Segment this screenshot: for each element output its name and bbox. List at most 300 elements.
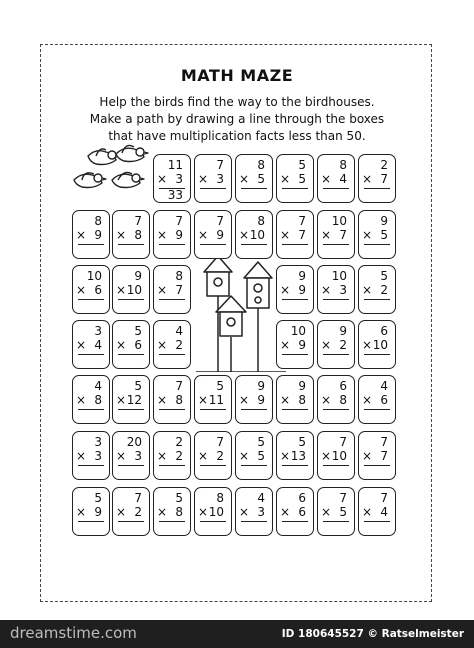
factor-bottom <box>116 393 142 407</box>
factor-bottom <box>362 338 388 352</box>
factor-top: 9 <box>134 269 142 283</box>
factor-value: 3 <box>134 449 142 463</box>
times-sign: × <box>239 228 250 242</box>
answer-line <box>78 244 104 245</box>
answer-line <box>200 465 226 466</box>
times-sign: × <box>76 338 87 352</box>
factor-bottom <box>362 449 388 463</box>
factor-bottom <box>116 228 142 242</box>
maze-box[interactable] <box>358 431 396 480</box>
factor-top: 7 <box>339 491 347 505</box>
maze-box[interactable] <box>153 487 191 536</box>
answer-line <box>282 299 308 300</box>
maze-box[interactable] <box>235 431 273 480</box>
times-sign: × <box>157 449 168 463</box>
maze-box[interactable] <box>72 210 110 259</box>
answer-line <box>282 244 308 245</box>
answer-line <box>241 465 267 466</box>
answer-line <box>159 299 185 300</box>
times-sign: × <box>321 228 332 242</box>
maze-box[interactable] <box>194 375 232 424</box>
factor-top: 5 <box>380 269 388 283</box>
footer-bar <box>0 620 474 648</box>
maze-box[interactable] <box>276 210 314 259</box>
maze-grid <box>72 154 410 574</box>
times-sign: × <box>239 393 250 407</box>
maze-box[interactable] <box>112 375 150 424</box>
factor-bottom <box>116 338 142 352</box>
factor-bottom <box>157 505 183 519</box>
factor-value: 3 <box>216 172 224 186</box>
factor-top: 4 <box>175 324 183 338</box>
times-sign: × <box>116 393 127 407</box>
maze-box[interactable] <box>276 375 314 424</box>
times-sign: × <box>116 228 127 242</box>
maze-box[interactable] <box>194 210 232 259</box>
factor-value: 2 <box>134 505 142 519</box>
maze-box[interactable] <box>235 154 273 203</box>
times-sign: × <box>362 172 373 186</box>
times-sign: × <box>76 283 87 297</box>
maze-box[interactable] <box>72 431 110 480</box>
factor-bottom <box>321 505 347 519</box>
maze-box[interactable] <box>235 487 273 536</box>
maze-box[interactable] <box>153 154 191 203</box>
maze-box[interactable] <box>112 487 150 536</box>
factor-top: 10 <box>331 269 347 283</box>
times-sign: × <box>76 449 87 463</box>
factor-value: 7 <box>339 228 347 242</box>
maze-box[interactable] <box>358 487 396 536</box>
maze-box[interactable] <box>358 210 396 259</box>
times-sign: × <box>157 393 168 407</box>
factor-value: 7 <box>175 283 183 297</box>
maze-box[interactable] <box>358 375 396 424</box>
factor-top: 8 <box>339 158 347 172</box>
factor-top: 10 <box>290 324 306 338</box>
factor-top: 20 <box>126 435 142 449</box>
factor-bottom <box>280 449 306 463</box>
maze-box[interactable] <box>112 210 150 259</box>
maze-box[interactable] <box>72 320 110 369</box>
maze-box[interactable] <box>317 154 355 203</box>
factor-top: 6 <box>380 324 388 338</box>
factor-top: 10 <box>86 269 102 283</box>
times-sign: × <box>280 449 291 463</box>
factor-top: 7 <box>339 435 347 449</box>
times-sign: × <box>321 172 332 186</box>
times-sign: × <box>198 393 209 407</box>
factor-top: 7 <box>216 158 224 172</box>
factor-value: 2 <box>216 449 224 463</box>
factor-value: 2 <box>175 449 183 463</box>
factor-bottom <box>76 283 102 297</box>
answer-line <box>282 354 308 355</box>
maze-box[interactable] <box>276 431 314 480</box>
maze-box[interactable] <box>317 210 355 259</box>
answer-line <box>364 354 390 355</box>
factor-bottom <box>157 228 183 242</box>
factor-bottom <box>198 393 224 407</box>
factor-top: 4 <box>94 379 102 393</box>
factor-bottom <box>76 393 102 407</box>
factor-top: 6 <box>339 379 347 393</box>
factor-bottom <box>362 505 388 519</box>
factor-top: 8 <box>216 491 224 505</box>
factor-value: 7 <box>380 449 388 463</box>
factor-top: 7 <box>380 435 388 449</box>
factor-value: 8 <box>298 393 306 407</box>
factor-value: 2 <box>339 338 347 352</box>
factor-top: 5 <box>94 491 102 505</box>
times-sign: × <box>116 283 127 297</box>
maze-box[interactable] <box>194 487 232 536</box>
maze-box[interactable] <box>358 154 396 203</box>
factor-value: 9 <box>216 228 224 242</box>
maze-box[interactable] <box>317 431 355 480</box>
answer-line <box>200 188 226 189</box>
factor-top: 10 <box>331 214 347 228</box>
factor-value: 9 <box>94 228 102 242</box>
page-title: MATH MAZE <box>180 66 294 85</box>
factor-bottom <box>362 228 388 242</box>
factor-bottom <box>321 338 347 352</box>
answer-line <box>323 244 349 245</box>
answer-line <box>323 354 349 355</box>
times-sign: × <box>321 449 332 463</box>
answer-line <box>78 521 104 522</box>
factor-bottom <box>280 228 306 242</box>
maze-box[interactable] <box>276 265 314 314</box>
factor-value: 4 <box>339 172 347 186</box>
instruction-line-2: Make a path by drawing a line through the boxes <box>89 112 385 126</box>
times-sign: × <box>239 505 250 519</box>
answer-line <box>78 409 104 410</box>
maze-box[interactable] <box>72 265 110 314</box>
times-sign: × <box>116 505 127 519</box>
answer-line <box>364 299 390 300</box>
factor-top: 7 <box>134 214 142 228</box>
factor-value: 10 <box>331 449 347 463</box>
times-sign: × <box>362 338 373 352</box>
factor-value: 6 <box>134 338 142 352</box>
times-sign: × <box>280 228 291 242</box>
factor-top: 5 <box>216 379 224 393</box>
factor-top: 7 <box>134 491 142 505</box>
times-sign: × <box>116 338 127 352</box>
factor-value: 5 <box>257 449 265 463</box>
answer-line <box>118 244 144 245</box>
times-sign: × <box>362 449 373 463</box>
factor-bottom <box>321 228 347 242</box>
maze-box[interactable] <box>317 320 355 369</box>
factor-value: 8 <box>134 228 142 242</box>
factor-bottom <box>198 505 224 519</box>
factor-value: 9 <box>175 228 183 242</box>
factor-bottom <box>198 228 224 242</box>
factor-bottom <box>198 449 224 463</box>
answer-line <box>282 409 308 410</box>
factor-value: 2 <box>380 283 388 297</box>
maze-box[interactable] <box>72 487 110 536</box>
factor-top: 9 <box>298 269 306 283</box>
answer-line <box>159 521 185 522</box>
answer-value: 33 <box>167 188 183 202</box>
maze-box[interactable] <box>235 210 273 259</box>
factor-bottom <box>116 449 142 463</box>
times-sign: × <box>362 505 373 519</box>
factor-value: 6 <box>298 505 306 519</box>
answer-line <box>282 465 308 466</box>
times-sign: × <box>157 228 168 242</box>
factor-bottom <box>239 505 265 519</box>
answer-line <box>159 354 185 355</box>
factor-value: 10 <box>208 505 224 519</box>
answer-line <box>323 521 349 522</box>
answer-line <box>118 465 144 466</box>
factor-value: 7 <box>298 228 306 242</box>
factor-bottom <box>76 338 102 352</box>
factor-top: 5 <box>134 324 142 338</box>
times-sign: × <box>280 172 291 186</box>
factor-value: 4 <box>94 338 102 352</box>
times-sign: × <box>198 449 209 463</box>
factor-bottom <box>157 283 183 297</box>
maze-box[interactable] <box>358 265 396 314</box>
answer-line <box>323 409 349 410</box>
factor-top: 9 <box>298 379 306 393</box>
factor-top: 8 <box>175 269 183 283</box>
factor-bottom <box>198 172 224 186</box>
factor-top: 4 <box>380 379 388 393</box>
factor-bottom <box>157 338 183 352</box>
times-sign: × <box>362 283 373 297</box>
answer-line <box>364 244 390 245</box>
factor-top: 8 <box>257 214 265 228</box>
factor-value: 8 <box>94 393 102 407</box>
factor-value: 13 <box>290 449 306 463</box>
times-sign: × <box>157 338 168 352</box>
maze-box[interactable] <box>72 375 110 424</box>
factor-bottom <box>280 393 306 407</box>
factor-value: 9 <box>257 393 265 407</box>
factor-value: 9 <box>298 338 306 352</box>
maze-box[interactable] <box>112 320 150 369</box>
factor-value: 2 <box>175 338 183 352</box>
answer-line <box>118 521 144 522</box>
factor-value: 12 <box>126 393 142 407</box>
times-sign: × <box>76 228 87 242</box>
times-sign: × <box>157 283 168 297</box>
answer-line <box>282 188 308 189</box>
factor-top: 9 <box>257 379 265 393</box>
factor-top: 5 <box>257 435 265 449</box>
instruction-line-3: that have multiplication facts less than 50. <box>108 129 366 143</box>
maze-box[interactable] <box>153 210 191 259</box>
factor-top: 2 <box>175 435 183 449</box>
factor-bottom <box>116 505 142 519</box>
times-sign: × <box>321 393 332 407</box>
maze-box[interactable] <box>112 265 150 314</box>
factor-value: 3 <box>94 449 102 463</box>
times-sign: × <box>362 228 373 242</box>
factor-top: 7 <box>175 379 183 393</box>
factor-value: 9 <box>298 283 306 297</box>
times-sign: × <box>280 338 291 352</box>
times-sign: × <box>321 283 332 297</box>
factor-top: 2 <box>380 158 388 172</box>
maze-box[interactable] <box>358 320 396 369</box>
footer-logo[interactable]: dreamstime.com <box>10 624 137 642</box>
factor-bottom <box>362 393 388 407</box>
factor-bottom <box>157 393 183 407</box>
answer-line <box>364 521 390 522</box>
factor-bottom <box>239 228 265 242</box>
factor-bottom <box>321 449 347 463</box>
factor-top: 7 <box>380 491 388 505</box>
answer-line <box>118 299 144 300</box>
times-sign: × <box>76 505 87 519</box>
times-sign: × <box>239 172 250 186</box>
maze-box[interactable] <box>112 431 150 480</box>
factor-value: 3 <box>339 283 347 297</box>
times-sign: × <box>116 449 127 463</box>
times-sign: × <box>198 505 209 519</box>
maze-box[interactable] <box>276 487 314 536</box>
answer-line <box>241 244 267 245</box>
times-sign: × <box>321 505 332 519</box>
factor-bottom <box>239 172 265 186</box>
factor-top: 5 <box>134 379 142 393</box>
factor-top: 5 <box>175 491 183 505</box>
maze-box[interactable] <box>317 265 355 314</box>
answer-line <box>159 244 185 245</box>
factor-bottom <box>280 172 306 186</box>
answer-line <box>364 188 390 189</box>
factor-value: 4 <box>380 505 388 519</box>
answer-line <box>200 521 226 522</box>
factor-value: 10 <box>249 228 265 242</box>
answer-line <box>78 354 104 355</box>
times-sign: × <box>239 449 250 463</box>
answer-line <box>200 409 226 410</box>
answer-line <box>200 244 226 245</box>
factor-value: 5 <box>339 505 347 519</box>
factor-value: 11 <box>208 393 224 407</box>
factor-top: 5 <box>298 435 306 449</box>
factor-bottom <box>76 228 102 242</box>
factor-top: 6 <box>298 491 306 505</box>
factor-top: 9 <box>380 214 388 228</box>
answer-line <box>118 409 144 410</box>
factor-bottom <box>157 172 183 186</box>
maze-box[interactable] <box>194 431 232 480</box>
factor-value: 5 <box>257 172 265 186</box>
factor-top: 8 <box>257 158 265 172</box>
factor-value: 8 <box>339 393 347 407</box>
factor-value: 10 <box>372 338 388 352</box>
maze-box[interactable] <box>317 487 355 536</box>
factor-top: 7 <box>216 214 224 228</box>
factor-top: 7 <box>216 435 224 449</box>
times-sign: × <box>280 393 291 407</box>
maze-box[interactable] <box>276 154 314 203</box>
factor-top: 8 <box>94 214 102 228</box>
factor-top: 3 <box>94 324 102 338</box>
factor-top: 7 <box>175 214 183 228</box>
maze-box[interactable] <box>235 375 273 424</box>
answer-line <box>241 188 267 189</box>
factor-value: 3 <box>257 505 265 519</box>
factor-bottom <box>321 393 347 407</box>
factor-bottom <box>280 505 306 519</box>
factor-bottom <box>321 172 347 186</box>
factor-value: 5 <box>298 172 306 186</box>
answer-line <box>282 521 308 522</box>
maze-box[interactable] <box>194 154 232 203</box>
factor-value: 7 <box>380 172 388 186</box>
answer-line <box>241 521 267 522</box>
times-sign: × <box>157 172 168 186</box>
factor-top: 5 <box>298 158 306 172</box>
factor-top: 3 <box>94 435 102 449</box>
factor-top: 9 <box>339 324 347 338</box>
factor-value: 5 <box>380 228 388 242</box>
answer-line <box>323 465 349 466</box>
factor-top: 4 <box>257 491 265 505</box>
maze-box[interactable] <box>153 375 191 424</box>
factor-bottom <box>280 283 306 297</box>
answer-line <box>159 409 185 410</box>
answer-line <box>159 465 185 466</box>
answer-line <box>78 465 104 466</box>
answer-line <box>364 465 390 466</box>
factor-bottom <box>362 172 388 186</box>
answer-line <box>323 188 349 189</box>
answer-line <box>78 299 104 300</box>
factor-value: 8 <box>175 505 183 519</box>
answer-line <box>118 354 144 355</box>
factor-bottom <box>321 283 347 297</box>
times-sign: × <box>76 393 87 407</box>
footer-image-id: ID 180645527 © Ratselmeister <box>281 628 464 640</box>
times-sign: × <box>280 283 291 297</box>
times-sign: × <box>362 393 373 407</box>
factor-value: 10 <box>126 283 142 297</box>
times-sign: × <box>198 228 209 242</box>
factor-value: 6 <box>380 393 388 407</box>
answer-line <box>364 409 390 410</box>
factor-top: 11 <box>167 158 183 172</box>
maze-box[interactable] <box>153 265 191 314</box>
times-sign: × <box>321 338 332 352</box>
factor-bottom <box>157 449 183 463</box>
times-sign: × <box>280 505 291 519</box>
factor-bottom <box>239 393 265 407</box>
factor-bottom <box>76 449 102 463</box>
times-sign: × <box>198 172 209 186</box>
factor-bottom <box>239 449 265 463</box>
factor-bottom <box>116 283 142 297</box>
factor-bottom <box>362 283 388 297</box>
instruction-line-1: Help the birds find the way to the birdhouses. <box>99 95 375 109</box>
factor-value: 6 <box>94 283 102 297</box>
answer-line <box>241 409 267 410</box>
maze-box[interactable] <box>153 431 191 480</box>
maze-box[interactable] <box>276 320 314 369</box>
maze-box[interactable] <box>153 320 191 369</box>
maze-box[interactable] <box>317 375 355 424</box>
